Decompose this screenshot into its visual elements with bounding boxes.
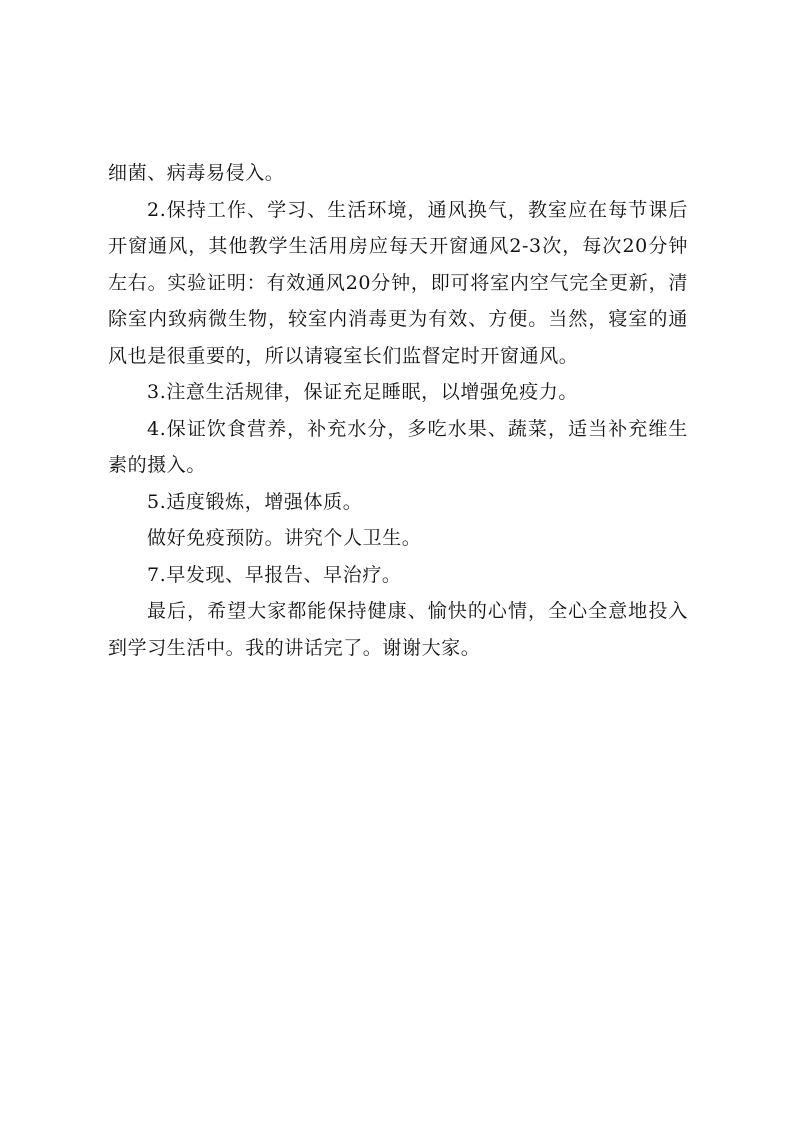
paragraph-item-3-routine: 3.注意生活规律，保证充足睡眠，以增强免疫力。 <box>147 381 578 403</box>
paragraph-continuation: 细菌、病毒易侵入。 <box>108 162 285 184</box>
paragraph-immunization: 做好免疫预防。讲究个人卫生。 <box>147 527 422 549</box>
document-body <box>108 155 688 666</box>
paragraph-item-5-exercise: 5.适度锻炼，增强体质。 <box>147 490 363 513</box>
paragraph-item-7-early-detection: 7.早发现、早报告、早治疗。 <box>147 563 402 586</box>
paragraph-item-4-nutrition: 4.保证饮食营养，补充水分，多吃水果、蔬菜，适当补充维生素的摄入。 <box>108 417 688 476</box>
paragraph-closing: 最后，希望大家都能保持健康、愉快的心情，全心全意地投入到学习生活中。我的讲话完了。谢谢大家。 <box>108 600 688 659</box>
paragraph-item-2-ventilation: 2.保持工作、学习、生活环境，通风换气，教室应在每节课后开窗通风，其他教学生活用房应每天开窗通风2-3次，每次20分钟左右。实验证明：有效通风20分钟，即可将室内空气完全更新，清除室内致病微生物，较室内消毒更为有效、方便。当然，寝室的通风也是很重要的，所以请寝室长们监督定时开窗通风。 <box>108 198 688 367</box>
